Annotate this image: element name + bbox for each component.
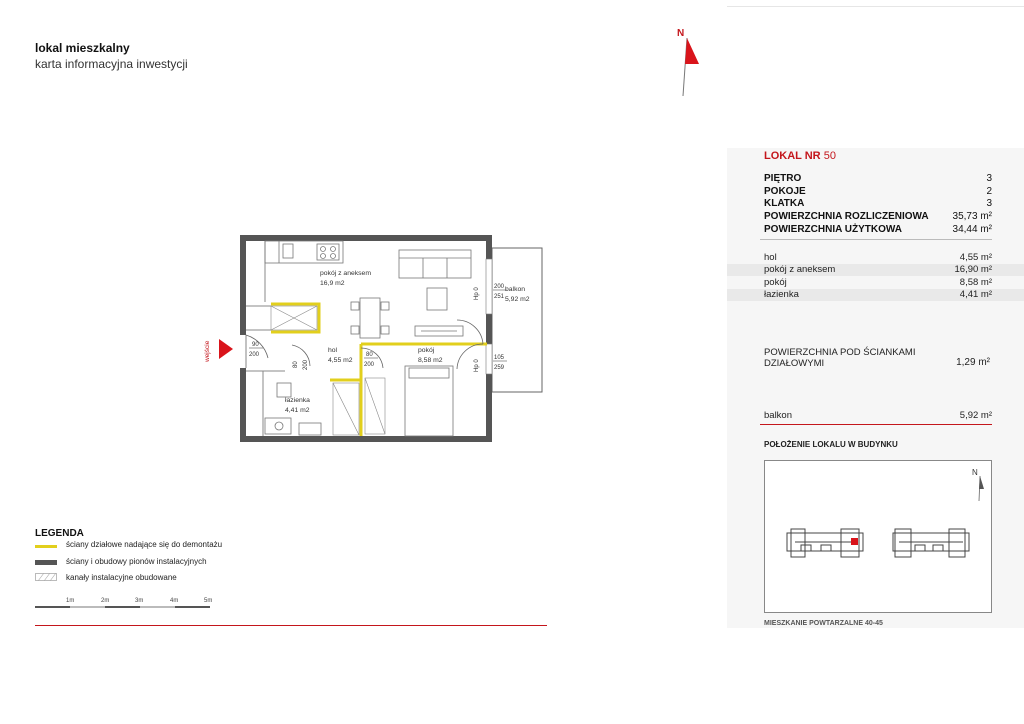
summary-row: KLATKA 3 — [764, 198, 992, 209]
room-bed-area: 8,58 m2 — [418, 357, 443, 364]
door-entry-height: 200 — [249, 352, 260, 358]
cut-footer-text: MIESZKANIE POWTARZALNE 40-45 — [764, 620, 883, 627]
window2-hp: Hp 0 — [474, 359, 480, 372]
scale-bar: 1m 2m 3m 4m 5m — [35, 598, 215, 610]
installation-ducts — [271, 306, 385, 435]
room-row: pokój z aneksem 16,90 m² — [764, 264, 992, 275]
room-row: łazienka 4,41 m² — [764, 289, 992, 300]
legend-item: ściany i obudowy pionów instalacyjnych — [66, 557, 207, 566]
summary-row: POWIERZCHNIA UŻYTKOWA 34,44 m² — [764, 224, 992, 235]
room-row: hol 4,55 m² — [764, 252, 992, 263]
balcony-row: balkon 5,92 m² — [764, 410, 992, 421]
window1-height: 251 — [494, 294, 505, 300]
window2-height: 259 — [494, 365, 505, 371]
keyplan-north-label: N — [972, 468, 978, 477]
footer-divider — [35, 625, 547, 626]
legend-heading: LEGENDA — [35, 528, 84, 539]
room-kitchen-area: 16,9 m2 — [320, 280, 345, 287]
window2-width: 105 — [494, 355, 505, 361]
entrance-arrow-icon — [219, 339, 233, 359]
door-bed-width: 80 — [366, 352, 373, 358]
legend-swatch-ducts — [35, 573, 57, 581]
room-hall-area: 4,55 m2 — [328, 357, 353, 364]
room-hall-name: hol — [328, 347, 338, 354]
building-block-right — [893, 529, 969, 557]
summary-row: POWIERZCHNIA ROZLICZENIOWA 35,73 m² — [764, 211, 992, 222]
building-keyplan-drawing — [765, 461, 991, 612]
legend-swatch-partition — [35, 545, 57, 548]
room-kitchen-name: pokój z aneksem — [320, 270, 372, 277]
entrance-label: wejście — [204, 340, 211, 362]
door-bath-height: 200 — [303, 359, 309, 370]
legend-swatch-walls — [35, 560, 57, 565]
room-bath-area: 4,41 m2 — [285, 407, 310, 414]
room-balcony-area: 5,92 m2 — [505, 296, 530, 303]
north-label: N — [677, 28, 685, 39]
window1-hp: Hp 0 — [474, 287, 480, 300]
under-walls-label: POWIERZCHNIA POD ŚCIANKAMI DZIAŁOWYMI — [764, 347, 916, 369]
inner-walls — [246, 241, 285, 436]
room-row: pokój 8,58 m² — [764, 277, 992, 288]
page-title: lokal mieszkalny — [35, 41, 130, 55]
legend-item: ściany działowe nadające się do demontażu — [66, 540, 223, 549]
window1-width: 200 — [494, 284, 505, 290]
page-subtitle: karta informacyjna inwestycji — [35, 57, 188, 71]
outer-walls — [240, 235, 492, 442]
door-entry-width: 90 — [252, 342, 259, 348]
door-bed-height: 200 — [364, 362, 375, 368]
room-bath-name: łazienka — [285, 397, 310, 404]
living-furniture — [351, 250, 471, 338]
building-keyplan — [764, 460, 992, 613]
under-walls-value: 1,29 m² — [956, 357, 990, 368]
floor-plan — [195, 228, 560, 448]
room-balcony-name: balkon — [505, 286, 526, 293]
bed — [405, 366, 453, 436]
lokal-number: LOKAL NR 50 — [764, 150, 836, 162]
room-bed-name: pokój — [418, 347, 435, 354]
kitchen-unit — [265, 241, 343, 263]
legend-item: kanały instalacyjne obudowane — [66, 573, 177, 582]
apartment-marker — [851, 538, 858, 545]
door-bath-width: 80 — [293, 361, 299, 368]
summary-row: POKOJE 2 — [764, 186, 992, 197]
summary-row: PIĘTRO 3 — [764, 173, 992, 184]
location-heading: POŁOŻENIE LOKALU W BUDYNKU — [764, 440, 898, 449]
north-arrow-icon — [676, 24, 704, 98]
